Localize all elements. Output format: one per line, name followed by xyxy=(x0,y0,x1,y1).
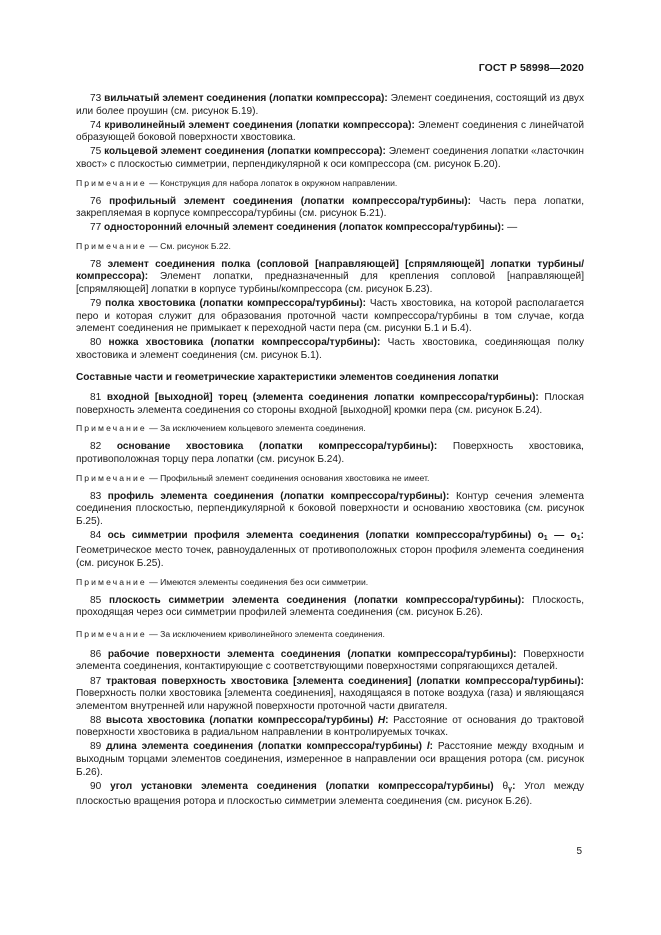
entry-84: 84 ось симметрии профиля элемента соединения (лопатки компрессора/турбины) $o_1$ — $o_1$: Геометрическое место точек, равноудаленных от противоположных сторон профиля элемента соединения (см. рисунок Б.25). xyxy=(76,529,584,570)
term: ось симметрии профиля элемента соединения (лопатки компрессора/турбины) $o_1$ — $o_1$: xyxy=(107,529,584,542)
entry-88: 88 высота хвостовика (лопатки компрессора/турбины) H: Расстояние от основания до трактовой поверхности хвостовика в радиальном направлении в контролируемых точках. xyxy=(76,714,584,739)
definition: Элемент лопатки, предназначенный для крепления сопловой [направляющей] [спрямляющей] лопатки в корпусе турбины/компрессора (см. рисунок Б.23). xyxy=(76,271,584,296)
entry-90: 90 угол установки элемента соединения (лопатки компрессора/турбины) $\theta_\gamma$: Угол между плоскостью вращения ротора и плоскостью симметрии элемента соединения (см. рисунок Б.26). xyxy=(76,780,585,808)
term: односторонний елочный элемент соединения (лопаток компрессора/турбины): xyxy=(104,222,505,234)
term: ножка хвостовика (лопатки компрессора/турбины): xyxy=(108,337,381,349)
note-75: Примечание — Конструкция для набора лопаток в окружном направлении. xyxy=(76,177,398,188)
note-82: Примечание — Профильный элемент соединения основания хвостовика не имеет. xyxy=(76,472,430,483)
term: рабочие поверхности элемента соединения (лопатки компрессора/турбины): xyxy=(107,648,517,660)
note-77: Примечание — См. рисунок Б.22. xyxy=(76,240,231,251)
note-85: Примечание — За исключением криволинейного элемента соединения. xyxy=(76,628,385,639)
entry-87: 87 трактовая поверхность хвостовика [элемента соединения] (лопатки компрессора/турбины): Поверхность полки хвостовика [элемента соединения], находящаяся в потоке воздуха (газа) и являющаяся элементом внутренней или наружной поверхности проточной части двигателя. xyxy=(76,675,584,712)
definition: Элемент соединения, состоящий из двух или более проушин (см. рисунок Б.19). xyxy=(76,93,584,117)
term: профиль элемента соединения (лопатки компрессора/турбины): xyxy=(107,490,450,502)
entry-75: 75 кольцевой элемент соединения (лопатки компрессора): Элемент соединения лопатки «ласточкин хвост» с плоскостью симметрии, перпендикулярной к оси компрессора (см. рисунок Б.20). xyxy=(76,146,585,170)
term: входной [выходной] торец (элемента соединения лопатки компрессора/турбины): xyxy=(106,392,539,404)
definition: Элемент соединения с линейчатой образующей боковой поверхности хвостовика. xyxy=(76,119,585,144)
definition: Плоская поверхность элемента соединения со стороны входной [выходной] кромки пера (см. рисунок Б.24). xyxy=(76,392,584,416)
definition: Поверхности элемента соединения, контактирующие с соответствующими поверхностями сопрягающихся деталей. xyxy=(76,648,584,673)
term: основание хвостовика (лопатки компрессора/турбины): xyxy=(116,441,438,453)
term: плоскость симметрии элемента соединения (лопатки компрессора/турбины): xyxy=(108,594,525,606)
definition: Геометрическое место точек, равноудаленных от противоположных сторон профиля элемента соединения (см. рисунок Б.25). xyxy=(76,545,584,570)
term: профильный элемент соединения (лопатки компрессора/турбины): xyxy=(109,195,472,207)
note-81: Примечание — За исключением кольцевого элемента соединения. xyxy=(76,423,366,434)
term: кольцевой элемент соединения (лопатки компрессора): xyxy=(104,146,386,158)
entry-82: 82 основание хвостовика (лопатки компрессора/турбины): Поверхность хвостовика, противоположная торцу пера лопатки (см. рисунок Б.24). xyxy=(76,441,584,465)
entry-76: 76 профильный элемент соединения (лопатки компрессора/турбины): Часть пера лопатки, закрепляемая в корпусе компрессора/турбины (см. рисунок Б.21). xyxy=(76,195,584,220)
page-number: 5 xyxy=(576,846,582,857)
term: трактовая поверхность хвостовика [элемента соединения] (лопатки компрессора/турбины): xyxy=(106,675,584,687)
term: криволинейный элемент соединения (лопатки компрессора): xyxy=(104,119,415,131)
term: длина элемента соединения (лопатки компрессора/турбины) l: xyxy=(106,741,434,753)
definition: Поверхность полки хвостовика [элемента соединения], находящаяся в потоке воздуха (газа) и являющаяся элементом внутренней или наружной поверхности проточной части двигателя. xyxy=(76,688,584,712)
term: угол установки элемента соединения (лопатки компрессора/турбины) $\theta_\gamma$: xyxy=(110,780,516,793)
entry-78: 78 элемент соединения полка (сопловой [направляющей] [спрямляющей] лопатки турбины/компрессора): Элемент лопатки, предназначенный для крепления сопловой [направляющей] [спрямляющей] лопатки в корпусе турбины/компрессора (см. рисунок Б.23). xyxy=(76,258,584,296)
term: полка хвостовика (лопатки компрессора/турбины): xyxy=(105,298,366,310)
entry-83: 83 профиль элемента соединения (лопатки компрессора/турбины): Контур сечения элемента соединения плоскостью, перпендикулярной к боковой поверхности и основанию хвостовика (см. рисунок Б.25). xyxy=(76,490,584,527)
definition: Часть хвостовика, соединяющая полку хвостовика и элемент соединения (см. рисунок Б.1). xyxy=(76,337,585,361)
definition: Расстояние от основания до трактовой поверхности хвостовика в радиальном направлении в контролируемых точках. xyxy=(76,714,584,739)
entry-79: 79 полка хвостовика (лопатки компрессора/турбины): Часть хвостовика, на которой располагается перо и которая служит для образования проточной части компрессора/турбины в том случае, когда элемент соединения не примыкает к переходной части пера (см. рисунки Б.1 и Б.4). xyxy=(76,298,584,335)
entry-85: 85 плоскость симметрии элемента соединения (лопатки компрессора/турбины): Плоскость, проходящая через оси симметрии профилей элемента соединения (см. рисунок Б.26). xyxy=(76,594,585,619)
entry-73: 73 вильчатый элемент соединения (лопатки компрессора): Элемент соединения, состоящий из двух или более проушин (см. рисунок Б.19). xyxy=(76,93,584,117)
definition: Угол между плоскостью вращения ротора и плоскостью симметрии элемента соединения (см. рисунок Б.26). xyxy=(76,780,585,808)
definition: Элемент соединения лопатки «ласточкин хвост» с плоскостью симметрии, перпендикулярной к оси компрессора (см. рисунок Б.20). xyxy=(76,146,585,170)
definition: Поверхность хвостовика, противоположная торцу пера лопатки (см. рисунок Б.24). xyxy=(76,441,584,465)
term: вильчатый элемент соединения (лопатки компрессора): xyxy=(104,93,388,104)
entry-77: 77 односторонний елочный элемент соединения (лопаток компрессора/турбины): — xyxy=(90,222,518,234)
entry-89: 89 длина элемента соединения (лопатки компрессора/турбины) l: Расстояние между входным и выходным торцами элементов соединения, измеренное в направлении оси вращения ротора (см. рисунок Б.26). xyxy=(76,741,584,778)
standard-header: ГОСТ Р 58998—2020 xyxy=(478,62,584,74)
definition: — xyxy=(504,222,518,234)
definition: Контур сечения элемента соединения плоскостью, перпендикулярной к боковой поверхности и основанию хвостовика (см. рисунок Б.25). xyxy=(76,490,584,527)
entry-74: 74 криволинейный элемент соединения (лопатки компрессора): Элемент соединения с линейчатой образующей боковой поверхности хвостовика. xyxy=(76,119,585,144)
section-heading: Составные части и геометрические характеристики элементов соединения лопатки xyxy=(76,371,499,383)
term: высота хвостовика (лопатки компрессора/турбины) H: xyxy=(105,714,389,726)
document-page xyxy=(76,0,584,935)
definition: Часть пера лопатки, закрепляемая в корпусе компрессора/турбины (см. рисунок Б.21). xyxy=(76,195,584,220)
term: элемент соединения полка (сопловой [направляющей] [спрямляющей] лопатки турбины/компрессора): xyxy=(76,258,584,283)
definition: Часть хвостовика, на которой располагается перо и которая служит для образования проточной части компрессора/турбины в том случае, когда элемент соединения не примыкает к переходной части пера (см. рисунки Б.1 и Б.4). xyxy=(76,298,584,335)
definition: Плоскость, проходящая через оси симметрии профилей элемента соединения (см. рисунок Б.26). xyxy=(76,594,585,619)
note-84: Примечание — Имеются элементы соединения без оси симметрии. xyxy=(76,576,369,587)
definition: Расстояние между входным и выходным торцами элементов соединения, измеренное в направлении оси вращения ротора (см. рисунок Б.26). xyxy=(76,741,584,778)
entry-81: 81 входной [выходной] торец (элемента соединения лопатки компрессора/турбины): Плоская поверхность элемента соединения со стороны входной [выходной] кромки пера (см. рисунок Б.24). xyxy=(76,392,584,416)
document-body xyxy=(76,93,584,809)
entry-80: 80 ножка хвостовика (лопатки компрессора/турбины): Часть хвостовика, соединяющая полку хвостовика и элемент соединения (см. рисунок Б.1). xyxy=(76,337,585,361)
entry-86: 86 рабочие поверхности элемента соединения (лопатки компрессора/турбины): Поверхности элемента соединения, контактирующие с соответствующими поверхностями сопрягающихся деталей. xyxy=(76,648,584,673)
